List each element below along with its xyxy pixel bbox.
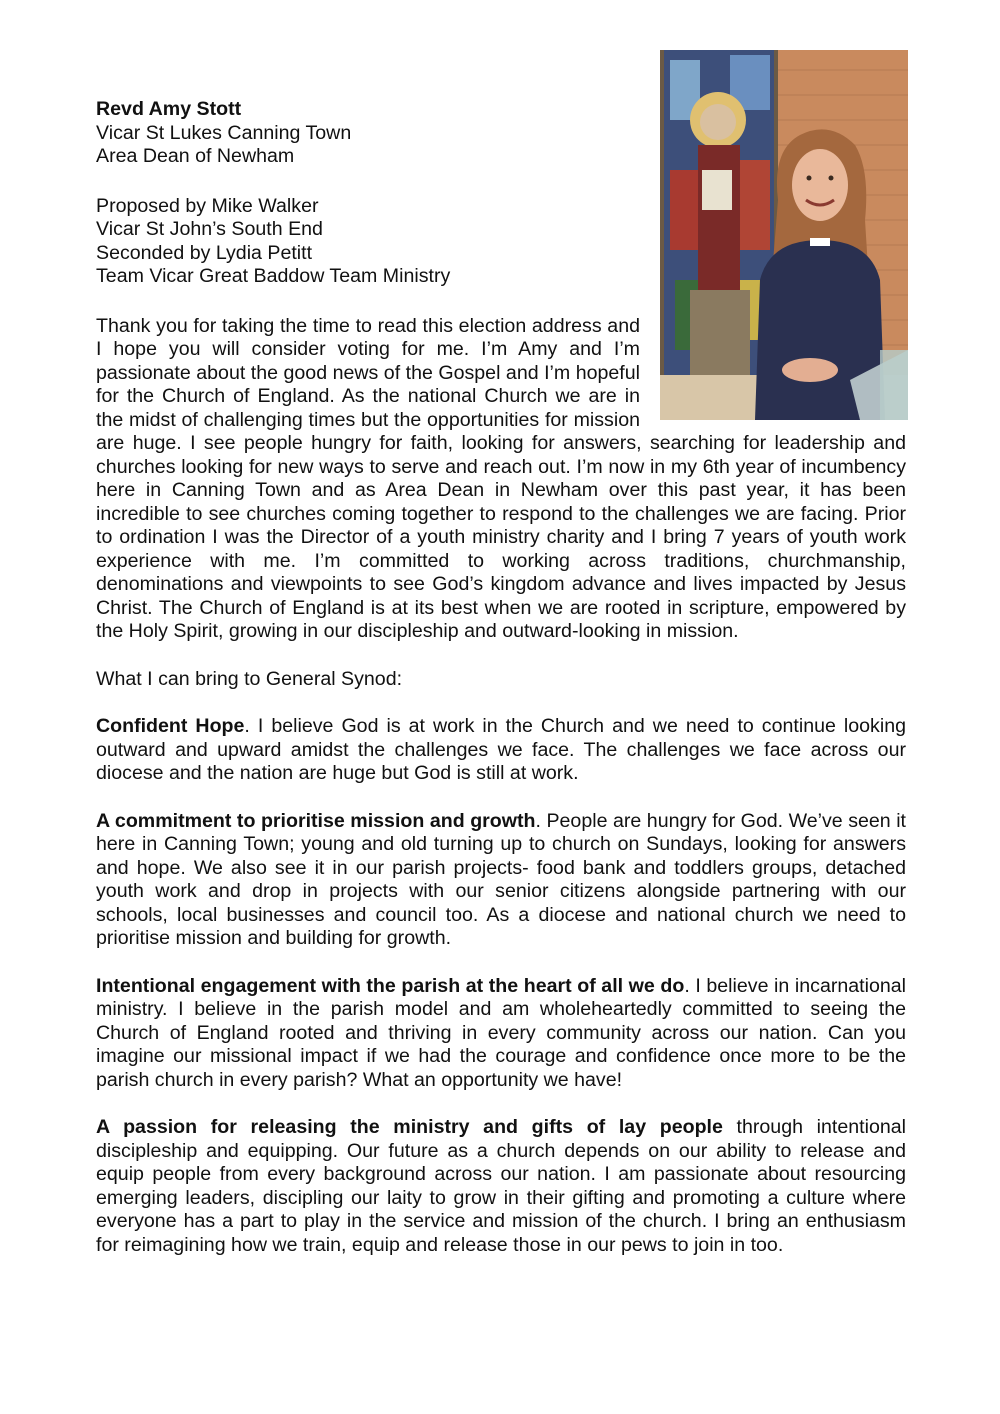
election-address	[96, 98, 906, 1281]
seconder-role: Team Vicar Great Baddow Team Ministry	[96, 265, 451, 287]
point-text: . I believe God is at work in the Church and we need to continue looking outward and upward amidst the challenges we face. The challenges we face across our diocese and the nation are huge but God is still at work.	[96, 715, 906, 784]
candidate-photo	[660, 50, 908, 420]
point-title: Intentional engagement with the parish at the heart of all we do	[96, 974, 685, 997]
point-text: . People are hungry for God. We’ve seen it here in Canning Town; young and old turning up to church on Sundays, looking for answers and hope. We also see it in our parish projects- food bank and toddlers groups, detached youth work and drop in projects with our senior citizens alongside partnering with our schools, local businesses and council too. As a diocese and national church we need to prioritise mission and building for growth.	[96, 809, 906, 949]
intro-paragraph: Thank you for taking the time to read this election address and I hope you will consider voting for me. I’m Amy and I’m passionate about the good news of the Gospel and I’m hopeful for the Church of England. As the national Church we are in the midst of challenging times but the opportunities for mission are huge. I see people hungry for faith, looking for answers, searching for leadership and churches looking for new ways to serve and reach out. I’m now in my 6th year of incumbency here in Canning Town and as Area Dean in Newham over this past year, it has been incredible to see churches coming together to respond to the challenges we are facing. Prior to ordination I was the Director of a youth ministry charity and I bring 7 years of youth work experience with me. I’m committed to working across traditions, churchmanship, denominations and viewpoints to see God’s kingdom advance and lives impacted by Jesus Christ. The Church of England is at its best when we are rooted in scripture, empowered by the Holy Spirit, growing in our discipleship and outward-looking in mission.	[96, 314, 906, 642]
point-title: Confident Hope	[96, 715, 245, 737]
candidate-role-2: Area Dean of Newham	[96, 145, 295, 167]
point-text: through intentional discipleship and equipping. Our future as a church depends on our ability to release and equip people from every background across our nation. I am passionate about resourcing emerging leaders, discipling our laity to grow in their gifting and promoting a culture where everyone has a part to play in the service and mission of the church. I bring an enthusiasm for reimagining how we train, equip and release those in our pews to join in too.	[96, 1116, 906, 1256]
candidate-role: Vicar St Lukes Canning Town	[96, 121, 352, 144]
point-title: A commitment to prioritise mission and growth	[96, 809, 536, 832]
point-parish-engagement	[96, 975, 906, 1093]
point-text: . I believe in incarnational ministry. I believe in the parish model and am wholeheartedly committed to seeing the Church of England rooted and thriving in every community across our nation. Can you imagine our missional impact if we had the courage and confidence once more to be the parish church in every parish? What an opportunity we have!	[96, 974, 906, 1091]
bring-heading: What I can bring to General Synod:	[96, 667, 403, 690]
point-title: A passion for releasing the ministry and gifts of lay people	[96, 1116, 723, 1138]
point-mission-growth	[96, 810, 906, 951]
seconder: Seconded by Lydia Petitt	[96, 241, 313, 264]
candidate-name: Revd Amy Stott	[96, 98, 242, 120]
proposer: Proposed by Mike Walker	[96, 194, 319, 217]
point-confident-hope	[96, 715, 906, 786]
proposer-role: Vicar St John’s South End	[96, 218, 323, 240]
point-lay-ministry	[96, 1116, 906, 1257]
